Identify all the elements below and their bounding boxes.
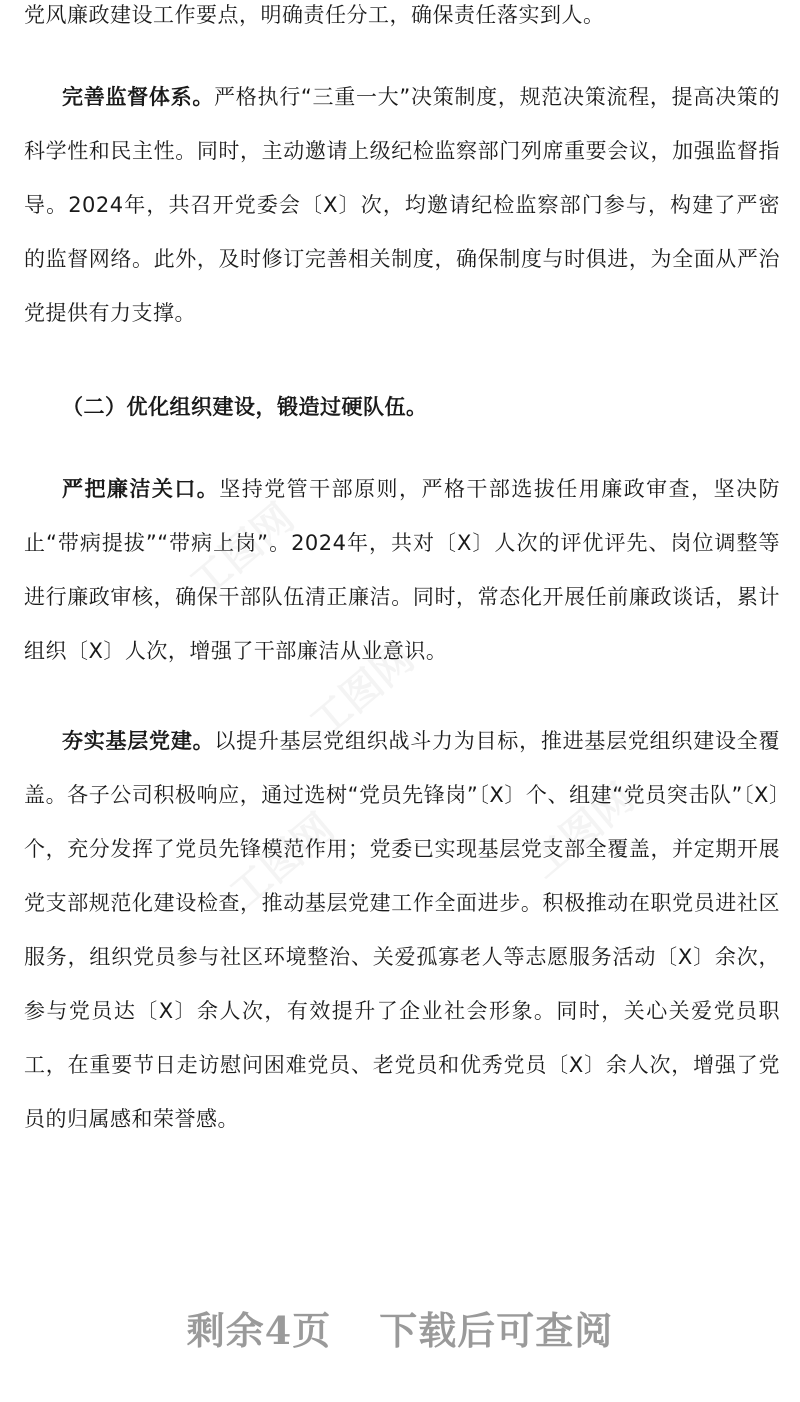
section-heading: （二）优化组织建设，锻造过硬队伍。 bbox=[62, 395, 428, 419]
paragraph-integrity-gate bbox=[24, 462, 780, 678]
watermark: 工图网 bbox=[181, 494, 303, 608]
download-banner[interactable] bbox=[0, 1300, 800, 1356]
paragraph-body: 坚持党管干部原则，严格干部选拔任用廉政审查，坚决防止“带病提拔”“带病上岗”。2024年，共对〔X〕人次的评优评先、岗位调整等进行廉政审核，确保干部队伍清正廉洁。同时，常态化开展任前廉政谈话，累计组织〔X〕人次，增强了干部廉洁从业意识。 bbox=[24, 477, 781, 663]
paragraph-supervision-system bbox=[24, 70, 780, 340]
remaining-pages-label: 剩余4页 bbox=[186, 1308, 332, 1353]
paragraph-lead: 严把廉洁关口。 bbox=[62, 477, 220, 501]
paragraph-body: 严格执行“三重一大”决策制度，规范决策流程，提高决策的科学性和民主性。同时，主动邀请上级纪检监察部门列席重要会议，加强监督指导。2024年，共召开党委会〔X〕次，均邀请纪检监察部门参与，构建了严密的监督网络。此外，及时修订完善相关制度，确保制度与时俱进，为全面从严治党提供有力支撑。 bbox=[24, 85, 781, 325]
watermark: 工图网 bbox=[301, 634, 423, 748]
top-line-text bbox=[24, 0, 780, 42]
paragraph-lead: 夯实基层党建。 bbox=[62, 729, 215, 753]
top-line: 党风廉政建设工作要点，明确责任分工，确保责任落实到人。 bbox=[24, 3, 605, 27]
watermark: 工图网 bbox=[221, 804, 343, 918]
watermark: 工图网 bbox=[521, 774, 643, 888]
paragraph-body: 以提升基层党组织战斗力为目标，推进基层党组织建设全覆盖。各子公司积极响应，通过选树“党员先锋岗”〔X〕个、组建“党员突击队”〔X〕个，充分发挥了党员先锋模范作用；党委已实现基层党支部全覆盖，并定期开展党支部规范化建设检查，推动基层党建工作全面进步。积极推动在职党员进社区服务，组织党员参与社区环境整治、关爱孤寡老人等志愿服务活动〔X〕余次，参与党员达〔X〕余人次，有效提升了企业社会形象。同时，关心关爱党员职工，在重要节日走访慰问困难党员、老党员和优秀党员〔X〕余人次，增强了党员的归属感和荣誉感。 bbox=[24, 729, 780, 1131]
download-hint-label: 下载后可查阅 bbox=[379, 1308, 614, 1353]
paragraph-grassroots-party bbox=[24, 714, 780, 1146]
paragraph-lead: 完善监督体系。 bbox=[62, 85, 215, 109]
